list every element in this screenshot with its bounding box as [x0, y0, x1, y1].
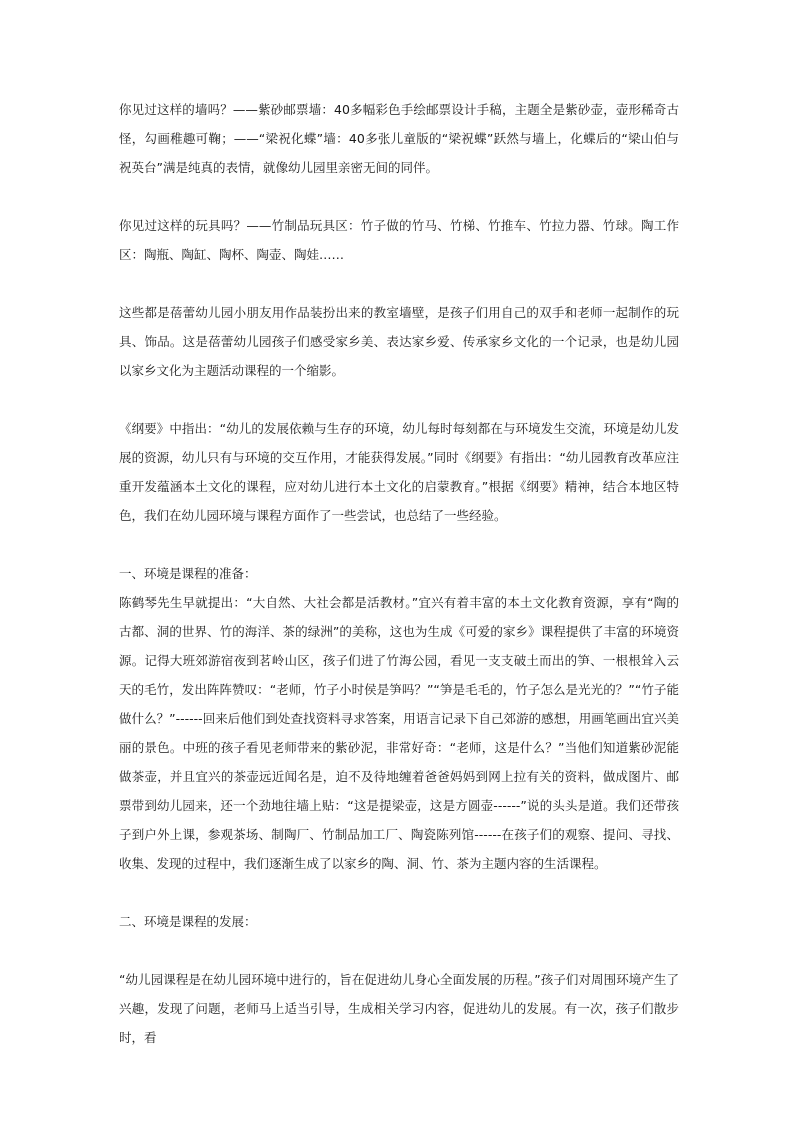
section-heading-preparation: 一、环境是课程的准备： — [119, 566, 257, 581]
section-heading-development: 二、环境是课程的发展： — [119, 914, 257, 929]
paragraph-toys: 你见过这样的玩具吗？——竹制品玩具区：竹子做的竹马、竹梯、竹推车、竹拉力器、竹球。陶工作区：陶瓶、陶缸、陶杯、陶壶、陶娃…… — [119, 218, 679, 262]
paragraph-classroom-walls: 这些都是蓓蕾幼儿园小朋友用作品装扮出来的教室墙壁，是孩子们用自己的双手和老师一起制作的玩具、饰品。这是蓓蕾幼儿园孩子们感受家乡美、表达家乡爱、传承家乡文化的一个记录，也是幼儿园以家乡文化为主题活动课程的一个缩影。 — [119, 305, 679, 378]
paragraph-development: “幼儿园课程是在幼儿园环境中进行的，旨在促进幼儿身心全面发展的历程。”孩子们对周围环境产生了兴趣，发现了问题，老师马上适当引导，生成相关学习内容，促进幼儿的发展。有一次，孩子们散步时，看 — [119, 972, 679, 1045]
paragraph-guidelines: 《纲要》中指出：“幼儿的发展依赖与生存的环境，幼儿每时每刻都在与环境发生交流，环境是幼儿发展的资源，幼儿只有与环境的交互作用，才能获得发展。”同时《纲要》有指出：“幼儿园教育改革应注重开发蕴涵本土文化的课程，应对幼儿进行本土文化的启蒙教育。”根据《纲要》精神，结合本地区特色，我们在幼儿园环境与课程方面作了一些尝试，也总结了一些经验。 — [119, 421, 679, 523]
paragraph-stamp-wall: 你见过这样的墙吗？——紫砂邮票墙：40多幅彩色手绘邮票设计手稿，主题全是紫砂壶，壶形稀奇古怪，勾画稚趣可鞠；——“梁祝化蝶”墙：40多张儿童版的“梁祝蝶”跃然与墙上，化蝶后的“梁山伯与祝英台”满是纯真的表情，就像幼儿园里亲密无间的同伴。 — [119, 102, 679, 175]
paragraph-preparation: 陈鹤琴先生早就提出：“大自然、大社会都是活教材。”宜兴有着丰富的本土文化教育资源，享有“陶的古都、洞的世界、竹的海洋、茶的绿洲”的美称，这也为生成《可爱的家乡》课程提供了丰富的环境资源。记得大班郊游宿夜到茗岭山区，孩子们进了竹海公园，看见一支支破土而出的笋、一根根耸入云天的毛竹，发出阵阵赞叹：“老师，竹子小时侯是笋吗？”“笋是毛毛的，竹子怎么是光光的？”“竹子能做什么？”------回来后他们到处查找资料寻求答案，用语言记录下自己郊游的感想，用画笔画出宜兴美丽的景色。中班的孩子看见老师带来的紫砂泥，非常好奇：“老师，这是什么？”当他们知道紫砂泥能做茶壶，并且宜兴的茶壶远近闻名是，迫不及待地缠着爸爸妈妈到网上拉有关的资料，做成图片、邮票带到幼儿园来，还一个劲地往墙上贴：“这是提梁壶，这是方圆壶------”说的头头是道。我们还带孩子到户外上课，参观茶场、制陶厂、竹制品加工厂、陶瓷陈列馆------在孩子们的观察、提问、寻找、收集、发现的过程中，我们逐渐生成了以家乡的陶、洞、竹、茶为主题内容的生活课程。 — [119, 595, 679, 871]
document-body — [119, 95, 679, 1081]
